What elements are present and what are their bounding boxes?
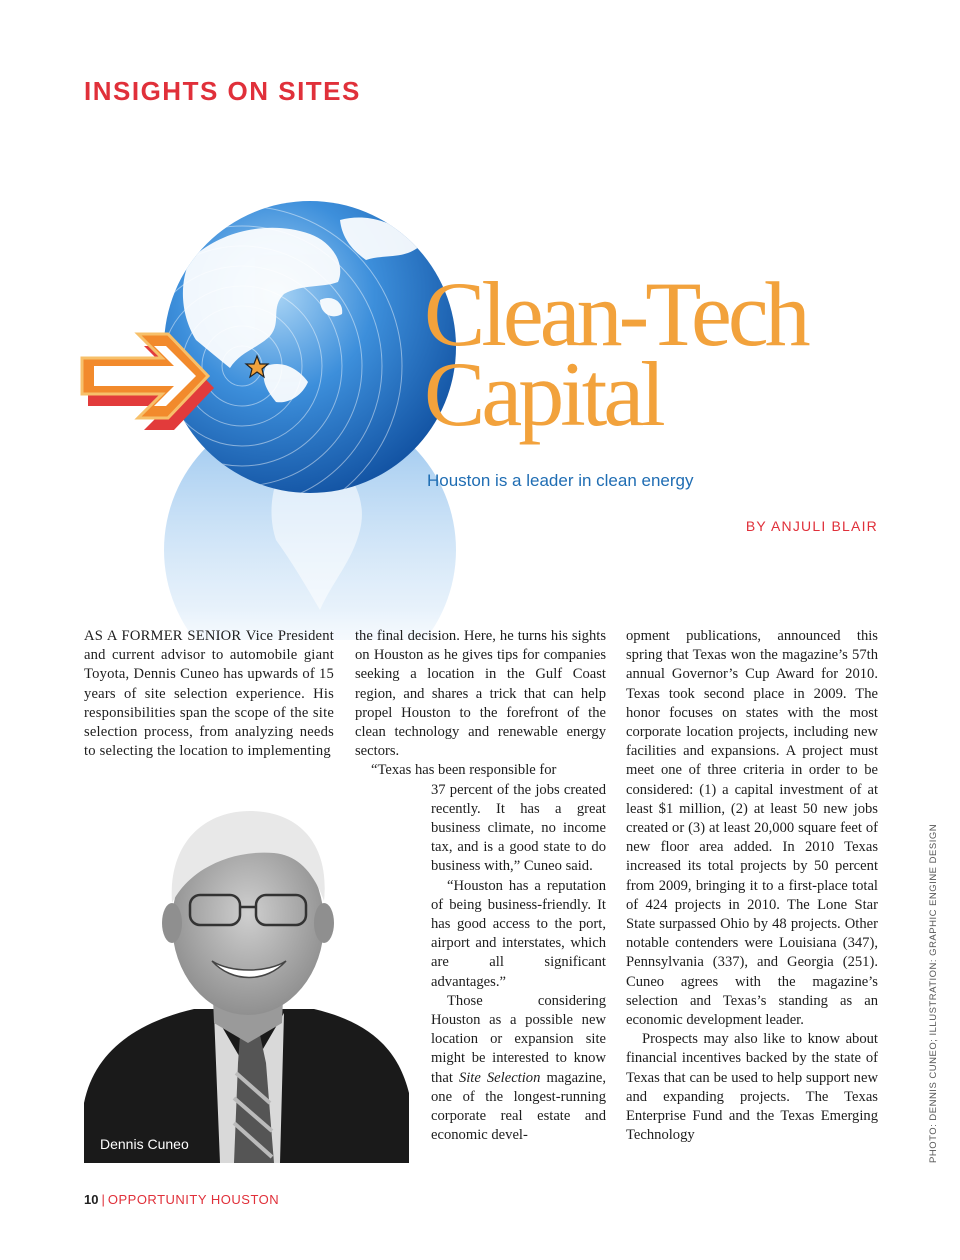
body-text: magazine, one of the longest-running corporate real estate and economic devel- bbox=[431, 1069, 606, 1144]
footer-separator: | bbox=[101, 1192, 105, 1207]
body-paragraph: the final decision. Here, he turns his sights on Houston as he gives tips for companies seeking a location in the Gulf Coast region, and shares a trick that can help propel Houston to the forefront of the clean technology and renewable energy sectors. bbox=[355, 628, 606, 760]
section-label: INSIGHTS ON SITES bbox=[84, 76, 361, 106]
magazine-title: Site Selection bbox=[458, 1069, 541, 1086]
page-footer bbox=[84, 1192, 279, 1207]
body-paragraph bbox=[431, 992, 606, 1146]
body-wrap-around-photo bbox=[431, 781, 606, 1146]
headline-line-1: Clean-Tech bbox=[424, 263, 807, 365]
body-paragraph: “Texas has been responsible for bbox=[371, 762, 557, 779]
publication-name: OPPORTUNITY HOUSTON bbox=[107, 1192, 280, 1207]
body-column-2 bbox=[355, 627, 606, 1145]
headline-line-2: Capital bbox=[424, 343, 662, 445]
photo-credit: PHOTO: DENNIS CUNEO; ILLUSTRATION: GRAPHIC ENGINE DESIGN bbox=[928, 823, 939, 1163]
body-paragraph: AS A FORMER SENIOR Vice President and current advisor to automobile giant Toyota, Dennis Cuneo has upwards of 15 years of site selection experience. His responsibilities span the scope of the site selection process, from analyzing needs to selecting the location to implementing bbox=[84, 628, 334, 760]
body-paragraph: opment publications, announced this spring that Texas won the magazine’s 57th annual Governor’s Cup Award for 2010. Texas took second place in 2009. The honor focuses on states with the most corporate location projects, including new facilities and expansions. A project must meet one of three criteria in order to be considered: (1) a capital investment of at least $1 million, (2) at least 50 new jobs created or (3) at least 20,000 square feet of new floor area added. In 2010 Texas increased its total projects by 50 percent from 2009, bringing it to a first-place total of 424 projects in 2010. The Lone Star State surpassed Ohio by 48 projects. Other notable contenders were Louisiana (347), Pennsylvania (337), and Georgia (251). Cuneo agrees with the magazine’s selection and Texas’s standing as an economic development leader. bbox=[626, 628, 878, 1029]
body-text: Those considering Houston as a possible new location or expansion site might be interested to know that bbox=[431, 992, 606, 1086]
photo-caption: Dennis Cuneo bbox=[100, 1136, 189, 1152]
body-column-1 bbox=[84, 627, 334, 761]
body-column-3 bbox=[626, 627, 878, 1145]
byline: BY ANJULI BLAIR bbox=[745, 518, 878, 534]
body-paragraph: “Houston has a reputation of being business-friendly. It has good access to the port, airport and interstates, which are all significant advantages.” bbox=[431, 877, 606, 990]
headline bbox=[424, 263, 807, 445]
subhead: Houston is a leader in clean energy bbox=[427, 471, 694, 490]
body-paragraph: 37 percent of the jobs created recently. It has a great business climate, no income tax, and is a good state to do business with,” Cuneo said. bbox=[431, 781, 606, 875]
page-number: 10 bbox=[84, 1192, 99, 1207]
body-paragraph: Prospects may also like to know about financial incentives backed by the state of Texas that can be used to help support new and expanding projects. The Texas Enterprise Fund and the Texas Emerging Technology bbox=[626, 1031, 878, 1144]
